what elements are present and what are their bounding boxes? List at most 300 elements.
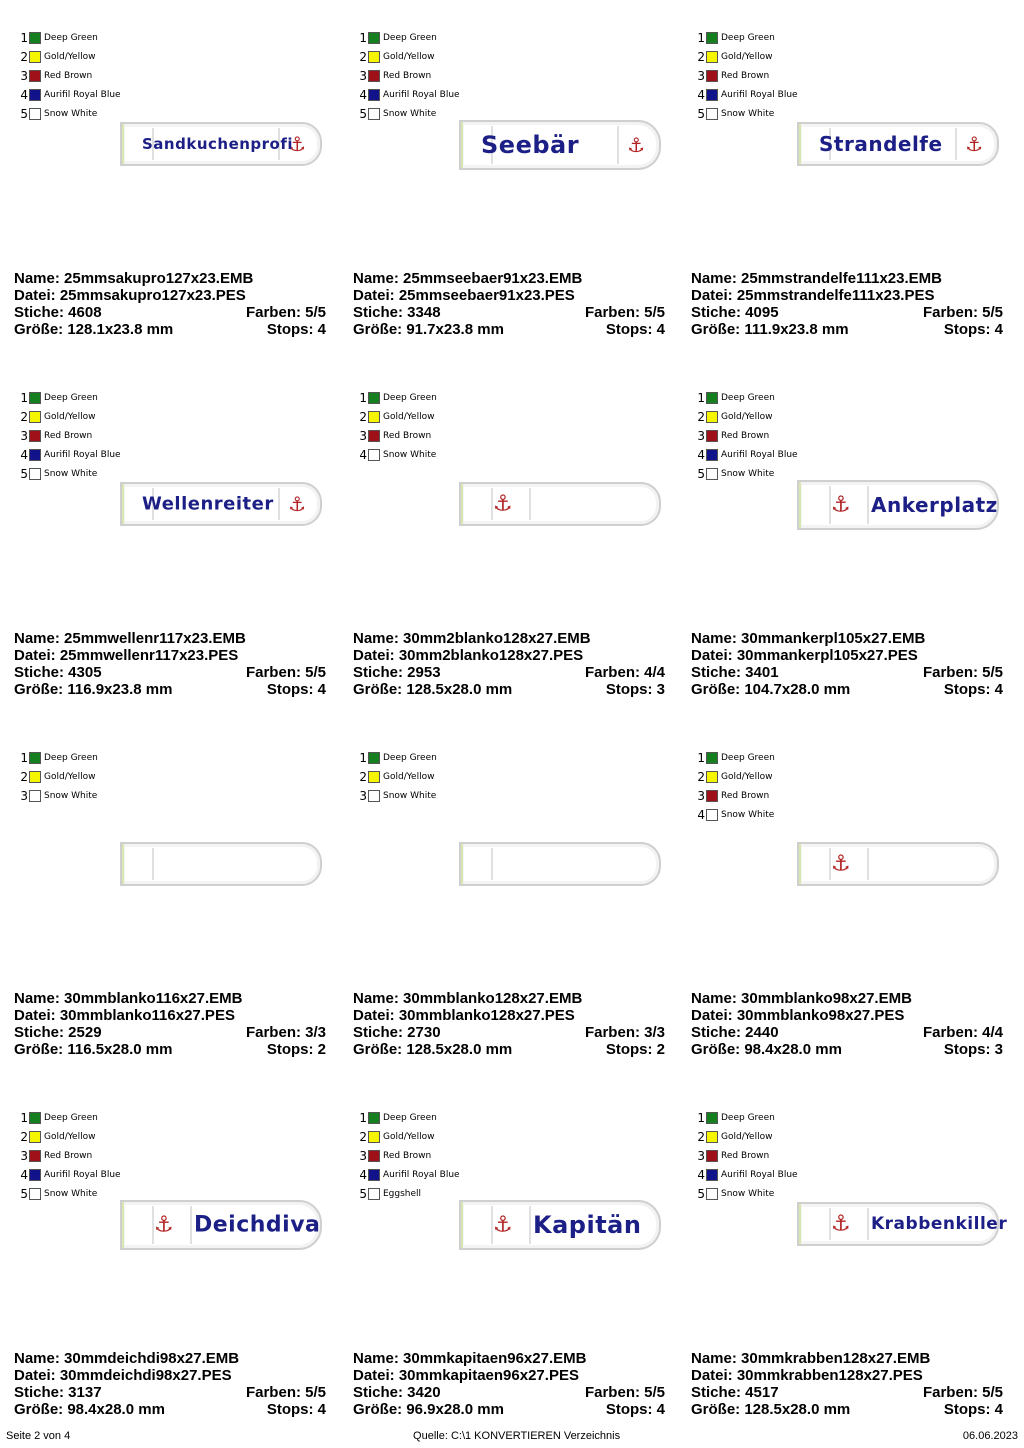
tab-edge [461,1202,467,1248]
info-left: Name: 30mmblanko128x27.EMB [353,990,583,1007]
thread-name: Snow White [44,1188,98,1199]
info-left: Name: 25mmsakupro127x23.EMB [14,270,254,287]
info-line [353,1007,665,1024]
info-line [691,1041,1003,1058]
info-line [353,287,665,304]
thread-color-list [357,28,460,123]
thread-name: Gold/Yellow [383,1131,435,1142]
color-swatch [29,32,41,44]
thread-name: Gold/Yellow [44,771,96,782]
thread-index: 5 [20,466,28,481]
thread-index: 3 [697,788,705,803]
thread-color-list [18,748,98,805]
thread-index: 1 [359,750,367,765]
embroidery-preview [459,482,661,526]
thread-index: 3 [697,1148,705,1163]
thread-name: Aurifil Royal Blue [383,89,460,100]
anchor-icon: ⚓ [493,1212,513,1238]
info-line [353,1041,665,1058]
thread-index: 5 [697,466,705,481]
thread-index: 5 [20,106,28,121]
info-line [14,990,326,1007]
thread-index: 3 [20,1148,28,1163]
thread-color-list [18,28,121,123]
tab-divider [529,488,531,520]
thread-color-row [695,1127,798,1146]
thread-index: 4 [697,87,705,102]
tab-edge [799,844,805,884]
info-right: Farben: 3/3 [245,1024,326,1041]
info-right: Farben: 5/5 [584,304,665,321]
tab-edge [461,122,467,168]
design-card [339,720,679,1080]
thread-index: 2 [359,49,367,64]
thread-color-list [695,388,798,483]
color-swatch [368,1150,380,1162]
tab-divider [867,848,869,880]
info-line [353,1350,665,1367]
color-swatch [29,70,41,82]
thread-name: Gold/Yellow [44,1131,96,1142]
thread-color-list [357,1108,460,1203]
info-left: Stiche: 3401 [691,664,779,681]
design-card [339,0,679,360]
info-left: Name: 30mmdeichdi98x27.EMB [14,1350,240,1367]
thread-index: 2 [697,769,705,784]
info-left: Stiche: 2529 [14,1024,102,1041]
color-swatch [29,1150,41,1162]
tab-edge [799,1204,805,1244]
info-left: Name: 30mmkapitaen96x27.EMB [353,1350,587,1367]
thread-color-row [695,47,798,66]
info-line [691,287,1003,304]
color-swatch [368,1112,380,1124]
thread-color-row [695,85,798,104]
info-left: Datei: 25mmsakupro127x23.PES [14,287,246,304]
thread-index: 3 [359,788,367,803]
thread-color-row [695,767,775,786]
embroidery-preview [459,842,661,886]
info-line [353,681,665,698]
tab-divider [867,486,869,524]
info-line [691,1367,1003,1384]
info-left: Größe: 128.1x23.8 mm [14,321,174,338]
embroidered-text: Sandkuchenprofi [142,135,294,153]
embroidered-text: Deichdiva [194,1212,321,1238]
info-left: Datei: 30mmankerpl105x27.PES [691,647,918,664]
thread-index: 1 [20,30,28,45]
info-line [14,664,326,681]
thread-name: Gold/Yellow [721,1131,773,1142]
design-card [0,1080,340,1440]
info-line [14,1041,326,1058]
tab-divider [529,1206,531,1244]
thread-color-row [357,1127,460,1146]
info-line [691,630,1003,647]
thread-color-row [695,1146,798,1165]
thread-name: Red Brown [721,1150,770,1161]
thread-index: 2 [20,49,28,64]
thread-color-row [695,104,798,123]
info-line [353,270,665,287]
thread-color-row [357,426,437,445]
color-swatch [29,392,41,404]
info-right: Stops: 4 [943,1401,1003,1418]
thread-name: Aurifil Royal Blue [721,89,798,100]
thread-color-row [18,47,121,66]
thread-index: 3 [20,68,28,83]
info-right: Farben: 5/5 [584,1384,665,1401]
thread-name: Deep Green [721,1112,775,1123]
embroidery-preview [120,842,322,886]
tab-divider [955,128,957,160]
info-line [691,1024,1003,1041]
thread-index: 1 [697,390,705,405]
color-swatch [706,51,718,63]
color-swatch [29,1188,41,1200]
thread-index: 4 [697,807,705,822]
info-left: Datei: 30mmblanko116x27.PES [14,1007,235,1024]
anchor-icon: ⚓ [831,492,851,518]
color-swatch [29,1112,41,1124]
thread-index: 5 [359,106,367,121]
thread-index: 4 [20,1167,28,1182]
embroidery-preview [120,1200,322,1250]
embroidery-preview [797,1202,1008,1246]
thread-color-row [357,66,460,85]
color-swatch [29,1131,41,1143]
thread-color-row [695,1165,798,1184]
design-info [353,630,665,698]
thread-name: Gold/Yellow [721,51,773,62]
design-card [0,0,340,360]
info-left: Datei: 25mmseebaer91x23.PES [353,287,575,304]
thread-name: Snow White [44,108,98,119]
color-swatch [706,1150,718,1162]
color-swatch [706,1131,718,1143]
color-swatch [368,1188,380,1200]
color-swatch [29,51,41,63]
info-line [353,647,665,664]
thread-color-row [357,388,437,407]
thread-color-row [18,1146,121,1165]
tab-edge [799,124,805,164]
thread-name: Snow White [721,108,775,119]
embroidery-preview [797,480,999,530]
color-swatch [706,32,718,44]
design-card [0,360,340,720]
thread-name: Red Brown [721,430,770,441]
design-info [353,270,665,338]
color-swatch [368,392,380,404]
info-left: Name: 25mmstrandelfe111x23.EMB [691,270,942,287]
thread-index: 1 [697,1110,705,1125]
info-line [691,647,1003,664]
design-card [339,360,679,720]
thread-name: Red Brown [721,70,770,81]
color-swatch [706,89,718,101]
thread-index: 4 [359,447,367,462]
thread-index: 1 [697,750,705,765]
thread-name: Gold/Yellow [383,51,435,62]
thread-color-row [695,786,775,805]
info-line [14,1024,326,1041]
info-left: Stiche: 3420 [353,1384,441,1401]
thread-name: Red Brown [383,1150,432,1161]
design-info [14,630,326,698]
tab-edge [799,482,805,528]
info-right: Stops: 3 [943,1041,1003,1058]
anchor-icon: ⚓ [831,1211,851,1237]
thread-name: Deep Green [44,32,98,43]
thread-name: Gold/Yellow [44,411,96,422]
info-left: Name: 30mm2blanko128x27.EMB [353,630,591,647]
thread-color-row [18,1165,121,1184]
info-left: Größe: 128.5x28.0 mm [353,681,513,698]
thread-name: Snow White [721,809,775,820]
info-left: Datei: 30mmblanko98x27.PES [691,1007,905,1024]
thread-color-row [695,1108,798,1127]
info-right: Farben: 5/5 [245,1384,326,1401]
info-left: Stiche: 4305 [14,664,102,681]
thread-color-row [695,66,798,85]
thread-name: Snow White [383,790,437,801]
thread-name: Snow White [721,1188,775,1199]
thread-index: 4 [20,87,28,102]
thread-index: 3 [697,428,705,443]
thread-color-row [357,407,437,426]
info-line [14,1384,326,1401]
thread-name: Aurifil Royal Blue [44,449,121,460]
thread-name: Aurifil Royal Blue [721,449,798,460]
thread-color-row [695,28,798,47]
tab-edge [122,124,128,164]
thread-name: Deep Green [383,392,437,403]
info-line [691,681,1003,698]
info-left: Größe: 128.5x28.0 mm [353,1041,513,1058]
design-info [691,1350,1003,1418]
design-info [353,990,665,1058]
info-left: Datei: 25mmstrandelfe111x23.PES [691,287,935,304]
info-line [14,647,326,664]
info-line [14,1350,326,1367]
info-line [353,1384,665,1401]
anchor-icon: ⚓ [154,1212,174,1238]
thread-index: 3 [359,428,367,443]
info-left: Größe: 116.5x28.0 mm [14,1041,173,1058]
thread-color-row [357,748,437,767]
thread-name: Gold/Yellow [383,411,435,422]
info-left: Stiche: 4517 [691,1384,779,1401]
thread-name: Red Brown [721,790,770,801]
info-left: Datei: 30mmdeichdi98x27.PES [14,1367,232,1384]
thread-index: 2 [20,769,28,784]
thread-name: Red Brown [383,430,432,441]
color-swatch [368,1131,380,1143]
embroidery-preview [120,122,322,166]
thread-name: Gold/Yellow [721,771,773,782]
info-right: Stops: 2 [266,1041,326,1058]
thread-name: Gold/Yellow [383,771,435,782]
info-line [691,270,1003,287]
info-left: Größe: 128.5x28.0 mm [691,1401,851,1418]
color-swatch [706,752,718,764]
info-left: Name: 25mmseebaer91x23.EMB [353,270,583,287]
color-swatch [29,468,41,480]
color-swatch [368,411,380,423]
embroidery-preview [120,482,322,526]
color-swatch [368,108,380,120]
thread-index: 1 [359,390,367,405]
info-line [691,1384,1003,1401]
info-line [691,321,1003,338]
info-line [14,321,326,338]
thread-color-row [357,786,437,805]
info-right: Farben: 5/5 [922,1384,1003,1401]
thread-name: Snow White [383,449,437,460]
thread-color-list [695,748,775,824]
source-path: Quelle: C:\1 KONVERTIEREN Verzeichnis [413,1430,621,1442]
thread-name: Deep Green [721,752,775,763]
thread-name: Deep Green [383,32,437,43]
anchor-icon: ⚓ [493,491,513,517]
thread-name: Snow White [44,468,98,479]
info-right: Stops: 4 [605,1401,665,1418]
thread-name: Deep Green [44,752,98,763]
thread-color-row [18,66,121,85]
thread-index: 5 [697,1186,705,1201]
embroidered-text: Seebär [481,131,580,159]
info-right: Stops: 3 [605,681,665,698]
color-swatch [706,449,718,461]
thread-color-row [18,426,121,445]
thread-color-list [695,28,798,123]
thread-color-list [18,388,121,483]
thread-index: 2 [20,1129,28,1144]
embroidery-preview [459,1200,661,1250]
thread-index: 3 [20,788,28,803]
thread-color-row [357,47,460,66]
anchor-icon: ⚓ [831,851,851,877]
info-left: Name: 30mmblanko116x27.EMB [14,990,243,1007]
embroidered-text: Wellenreiter [142,493,274,515]
info-line [691,664,1003,681]
tab-edge [461,484,467,524]
thread-name: Aurifil Royal Blue [383,1169,460,1180]
thread-name: Red Brown [44,1150,93,1161]
color-swatch [29,430,41,442]
tab-divider [491,848,493,880]
color-swatch [29,790,41,802]
color-swatch [706,1188,718,1200]
info-line [691,304,1003,321]
thread-color-row [18,407,121,426]
color-swatch [368,1169,380,1181]
thread-color-row [695,388,798,407]
design-info [14,1350,326,1418]
info-left: Datei: 25mmwellenr117x23.PES [14,647,239,664]
thread-name: Snow White [721,468,775,479]
color-swatch [29,1169,41,1181]
color-swatch [706,771,718,783]
page-number: Seite 2 von 4 [6,1430,71,1442]
thread-name: Aurifil Royal Blue [721,1169,798,1180]
thread-index: 4 [697,1167,705,1182]
thread-color-row [18,445,121,464]
info-line [353,1401,665,1418]
thread-color-row [357,104,460,123]
thread-name: Deep Green [383,1112,437,1123]
thread-index: 2 [359,409,367,424]
info-right: Farben: 4/4 [584,664,665,681]
info-line [691,1401,1003,1418]
thread-color-row [18,1184,121,1203]
thread-color-row [357,1165,460,1184]
thread-color-row [695,426,798,445]
info-left: Größe: 104.7x28.0 mm [691,681,851,698]
thread-color-row [695,805,775,824]
embroidered-text: Krabbenkiller [871,1214,1008,1234]
thread-color-row [18,85,121,104]
color-swatch [368,449,380,461]
info-right: Stops: 4 [266,1401,326,1418]
color-swatch [29,752,41,764]
thread-index: 2 [697,1129,705,1144]
design-card [677,720,1017,1080]
thread-name: Snow White [383,108,437,119]
thread-index: 5 [20,1186,28,1201]
thread-index: 3 [697,68,705,83]
thread-name: Aurifil Royal Blue [44,1169,121,1180]
thread-color-row [695,748,775,767]
color-swatch [706,809,718,821]
embroidery-preview [459,120,661,170]
embroidered-text: Kapitän [533,1211,642,1239]
color-swatch [29,771,41,783]
color-swatch [706,430,718,442]
design-card [677,1080,1017,1440]
tab-divider [190,1206,192,1244]
thread-index: 4 [20,447,28,462]
thread-index: 1 [359,30,367,45]
thread-index: 1 [20,750,28,765]
info-line [14,1007,326,1024]
thread-name: Snow White [44,790,98,801]
tab-edge [461,844,467,884]
thread-index: 4 [359,1167,367,1182]
color-swatch [368,752,380,764]
info-line [14,630,326,647]
thread-color-row [357,767,437,786]
info-left: Name: 30mmblanko98x27.EMB [691,990,912,1007]
info-right: Farben: 5/5 [245,664,326,681]
thread-index: 1 [20,1110,28,1125]
thread-index: 2 [359,769,367,784]
info-line [353,321,665,338]
thread-color-row [695,1184,798,1203]
embroidered-text: Strandelfe [819,132,943,156]
anchor-icon: ⚓ [288,132,306,156]
embroidery-preview [797,842,999,886]
info-left: Stiche: 2730 [353,1024,441,1041]
thread-name: Red Brown [44,70,93,81]
info-line [14,1401,326,1418]
info-left: Größe: 98.4x28.0 mm [14,1401,165,1418]
info-left: Stiche: 3137 [14,1384,102,1401]
thread-color-row [695,407,798,426]
thread-color-row [18,1127,121,1146]
print-date: 06.06.2023 [962,1430,1018,1442]
